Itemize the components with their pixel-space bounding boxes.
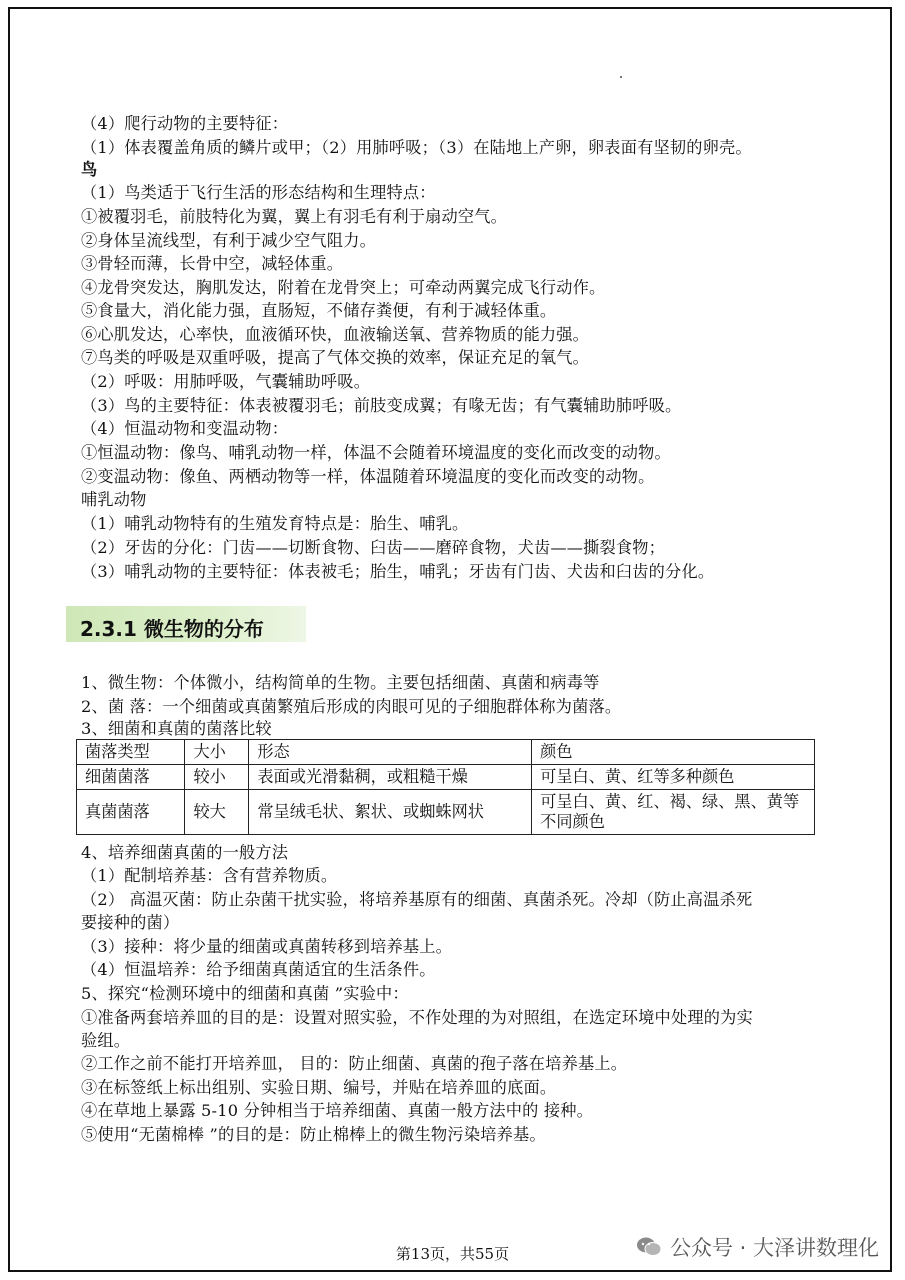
section-heading: [66, 606, 306, 642]
text-line: ②工作之前不能打开培养皿， 目的：防止细菌、真菌的孢子落在培养基上。: [81, 1054, 628, 1073]
watermark: [636, 1232, 879, 1262]
table-header-cell: 颜色: [532, 740, 815, 765]
text-line: （2）牙齿的分化：门齿——切断食物、臼齿——磨碎食物，犬齿——撕裂食物；: [81, 538, 666, 557]
text-line: ②变温动物：像鱼、两栖动物等一样，体温随着环境温度的变化而改变的动物。: [81, 467, 655, 486]
text-line: 验组。: [81, 1031, 131, 1050]
text-line: （2） 高温灭菌：防止杂菌干扰实验，将培养基原有的细菌、真菌杀死。冷却（防止高温杀死: [81, 890, 753, 909]
text-line: 3、细菌和真菌的菌落比较: [81, 719, 272, 738]
text-line: （1）鸟类适于飞行生活的形态结构和生理特点：: [81, 183, 436, 202]
text-line: （1）哺乳动物特有的生殖发育特点是：胎生、哺乳。: [81, 514, 469, 533]
table-cell: 可呈白、黄、红、褐、绿、黑、黄等不同颜色: [532, 790, 815, 835]
text-line: （1）配制培养基：含有营养物质。: [81, 866, 338, 885]
table-row: [77, 790, 815, 835]
text-line: 要接种的菌）: [81, 913, 180, 932]
table-cell: 较小: [185, 765, 249, 790]
text-line: 2、菌 落：一个细菌或真菌繁殖后形成的肉眼可见的子细胞群体称为菌落。: [81, 697, 622, 716]
table-header-cell: 菌落类型: [77, 740, 185, 765]
text-line: 5、探究“检测环境中的细菌和真菌 ”实验中：: [81, 984, 409, 1003]
text-line: ④在草地上暴露 5-10 分钟相当于培养细菌、真菌一般方法中的 接种。: [81, 1101, 594, 1120]
subheading-mammal: 哺乳动物: [81, 490, 147, 509]
text-line: （3）接种：将少量的细菌或真菌转移到培养基上。: [81, 937, 453, 956]
text-line: ⑤食量大，消化能力强，直肠短，不储存粪便，有利于减轻体重。: [81, 301, 557, 320]
table-header-cell: 大小: [185, 740, 249, 765]
text-line: ③骨轻而薄，长骨中空，减轻体重。: [81, 254, 344, 273]
text-line: ⑤使用“无菌棉棒 ”的目的是：防止棉棒上的微生物污染培养基。: [81, 1125, 546, 1144]
wechat-icon: [636, 1236, 662, 1258]
text-line: ④龙骨突发达，胸肌发达，附着在龙骨突上；可牵动两翼完成飞行动作。: [81, 278, 606, 297]
page-number: 第13页，共55页: [395, 1245, 510, 1263]
text-line: 1、微生物：个体微小，结构简单的生物。主要包括细菌、真菌和病毒等: [81, 673, 600, 692]
text-line: （4）恒温培养：给予细菌真菌适宜的生活条件。: [81, 960, 436, 979]
text-line: ⑥心肌发达，心率快，血液循环快，血液输送氧、营养物质的能力强。: [81, 325, 590, 344]
text-line: ②身体呈流线型，有利于减少空气阻力。: [81, 231, 376, 250]
table-row: [77, 765, 815, 790]
text-line: （1）体表覆盖角质的鳞片或甲；（2）用肺呼吸；（3）在陆地上产卵，卵表面有坚韧的卵壳。: [81, 138, 752, 157]
text-line: ⑦鸟类的呼吸是双重呼吸，提高了气体交换的效率，保证充足的氧气。: [81, 348, 590, 367]
table-header-row: [77, 740, 815, 765]
watermark-text: 公众号 · 大泽讲数理化: [669, 1236, 879, 1260]
text-line: ①恒温动物：像鸟、哺乳动物一样，体温不会随着环境温度的变化而改变的动物。: [81, 443, 671, 462]
table-header-cell: 形态: [249, 740, 532, 765]
table-cell: 常呈绒毛状、絮状、或蜘蛛网状: [249, 790, 532, 835]
table-cell: 可呈白、黄、红等多种颜色: [532, 765, 815, 790]
text-line: ①被覆羽毛，前肢特化为翼，翼上有羽毛有利于扇动空气。: [81, 207, 508, 226]
text-line: （3）哺乳动物的主要特征：体表被毛；胎生，哺乳；牙齿有门齿、犬齿和臼齿的分化。: [81, 562, 715, 581]
text-line: （3）鸟的主要特征：体表被覆羽毛；前肢变成翼；有喙无齿；有气囊辅助肺呼吸。: [81, 396, 682, 415]
speck: [620, 76, 622, 78]
text-line: 4、培养细菌真菌的一般方法: [81, 843, 289, 862]
section-heading-text: 2.3.1 微生物的分布: [80, 617, 264, 641]
text-line: （4）爬行动物的主要特征：: [81, 114, 289, 133]
text-line: ③在标签纸上标出组别、实验日期、编号，并贴在培养皿的底面。: [81, 1078, 557, 1097]
text-line: （4）恒温动物和变温动物：: [81, 419, 289, 438]
colony-comparison-table: [76, 739, 815, 835]
table-cell: 较大: [185, 790, 249, 835]
subheading-bird: 鸟: [81, 160, 98, 179]
text-line: （2）呼吸：用肺呼吸，气囊辅助呼吸。: [81, 372, 371, 391]
text-line: ①准备两套培养皿的目的是：设置对照实验，不作处理的为对照组，在选定环境中处理的为实: [81, 1008, 753, 1027]
table-cell: 真菌菌落: [77, 790, 185, 835]
table-cell: 细菌菌落: [77, 765, 185, 790]
table-cell: 表面或光滑黏稠，或粗糙干燥: [249, 765, 532, 790]
